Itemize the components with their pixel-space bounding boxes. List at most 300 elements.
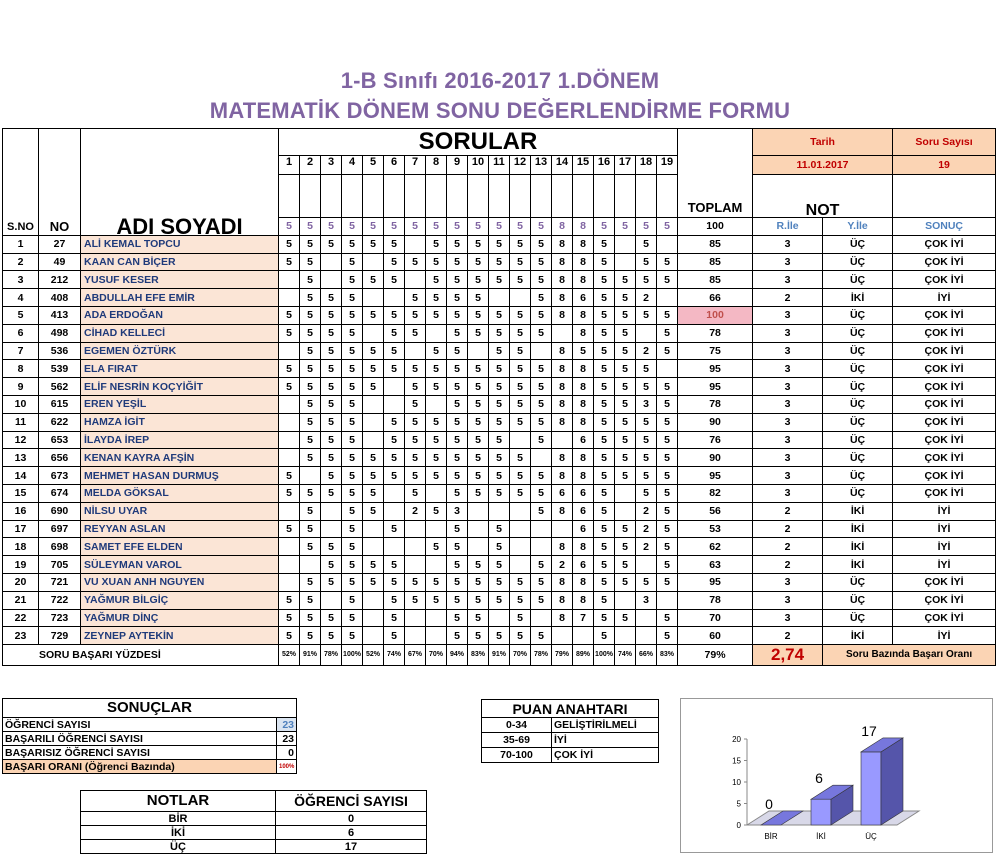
bar-side: [881, 738, 903, 825]
score-cell: 5: [342, 253, 363, 271]
question-points: 5: [447, 218, 468, 236]
score-cell: [426, 556, 447, 574]
score-cell: [405, 271, 426, 289]
student-rile: 3: [753, 573, 823, 591]
student-rile: 3: [753, 484, 823, 502]
table-row: [3, 253, 996, 271]
score-cell: 5: [321, 413, 342, 431]
question-points: 8: [552, 218, 573, 236]
score-cell: 5: [510, 573, 531, 591]
score-cell: 5: [657, 342, 678, 360]
score-cell: 8: [552, 449, 573, 467]
student-total: 100: [678, 306, 753, 324]
score-cell: 5: [426, 289, 447, 307]
score-cell: 5: [594, 573, 615, 591]
student-result: ÇOK İYİ: [893, 378, 996, 396]
table-row: [3, 378, 996, 396]
score-cell: 5: [615, 306, 636, 324]
score-cell: 8: [552, 467, 573, 485]
student-sno: 8: [3, 360, 39, 378]
table-row: [3, 395, 996, 413]
score-cell: [636, 609, 657, 627]
score-cell: 5: [342, 627, 363, 645]
question-points: 5: [636, 218, 657, 236]
score-cell: 5: [447, 395, 468, 413]
score-cell: 5: [594, 484, 615, 502]
score-cell: 5: [510, 609, 531, 627]
score-cell: [363, 324, 384, 342]
score-cell: 5: [657, 484, 678, 502]
student-no: 212: [39, 271, 81, 289]
score-cell: 5: [384, 235, 405, 253]
score-cell: 7: [573, 609, 594, 627]
score-cell: 8: [552, 360, 573, 378]
student-total: 75: [678, 342, 753, 360]
form-title-line2: MATEMATİK DÖNEM SONU DEĞERLENDİRME FORMU: [209, 98, 791, 123]
student-total: 66: [678, 289, 753, 307]
score-cell: 5: [279, 609, 300, 627]
student-sno: 16: [3, 502, 39, 520]
table-row: [3, 449, 996, 467]
student-rile: 2: [753, 538, 823, 556]
student-total: 85: [678, 235, 753, 253]
score-cell: 2: [552, 556, 573, 574]
score-cell: 5: [594, 609, 615, 627]
question-points: 5: [426, 218, 447, 236]
score-cell: 5: [342, 502, 363, 520]
score-cell: 5: [447, 591, 468, 609]
score-cell: [531, 609, 552, 627]
score-cell: 5: [531, 467, 552, 485]
score-cell: 5: [657, 449, 678, 467]
student-result: ÇOK İYİ: [893, 573, 996, 591]
score-cell: [363, 520, 384, 538]
student-sno: 22: [3, 609, 39, 627]
results-value: 23: [277, 732, 297, 746]
score-cell: 5: [300, 591, 321, 609]
question-number: 2: [300, 156, 321, 175]
score-cell: 5: [363, 378, 384, 396]
student-total: 78: [678, 324, 753, 342]
student-yile: ÜÇ: [823, 573, 893, 591]
score-cell: 5: [321, 431, 342, 449]
student-yile: ÜÇ: [823, 253, 893, 271]
score-cell: [279, 538, 300, 556]
question-points: 5: [384, 218, 405, 236]
question-blank: [321, 175, 342, 218]
score-cell: 5: [489, 395, 510, 413]
score-cell: [363, 395, 384, 413]
score-range-label: İYİ: [552, 733, 659, 748]
average-label: Soru Bazında Başarı Oranı: [823, 645, 996, 666]
score-cell: 5: [426, 378, 447, 396]
student-rile: 3: [753, 253, 823, 271]
score-cell: 6: [573, 484, 594, 502]
student-yile: ÜÇ: [823, 235, 893, 253]
score-cell: 5: [447, 342, 468, 360]
score-cell: 5: [300, 395, 321, 413]
score-cell: 5: [468, 556, 489, 574]
score-cell: 5: [594, 591, 615, 609]
score-cell: 5: [279, 627, 300, 645]
score-cell: [384, 484, 405, 502]
score-cell: 5: [594, 502, 615, 520]
student-yile: İKİ: [823, 538, 893, 556]
student-yile: İKİ: [823, 627, 893, 645]
score-cell: 5: [384, 324, 405, 342]
score-cell: 5: [468, 449, 489, 467]
score-cell: 6: [573, 520, 594, 538]
question-success-percent: 91%: [300, 645, 321, 666]
student-no: 729: [39, 627, 81, 645]
score-cell: [531, 449, 552, 467]
result-header: SONUÇ: [893, 218, 996, 236]
question-points: 5: [279, 218, 300, 236]
score-cell: [405, 520, 426, 538]
student-sno: 2: [3, 253, 39, 271]
score-cell: [300, 467, 321, 485]
question-blank: [426, 175, 447, 218]
score-cell: [510, 431, 531, 449]
total-header: TOPLAM: [678, 129, 753, 218]
score-cell: 8: [552, 591, 573, 609]
score-cell: 5: [510, 449, 531, 467]
score-cell: 5: [468, 253, 489, 271]
score-cell: 5: [468, 378, 489, 396]
score-cell: 5: [615, 467, 636, 485]
grade-distribution-table: [80, 790, 427, 854]
grade-count: 0: [276, 812, 427, 826]
student-name: ELA FIRAT: [81, 360, 279, 378]
score-cell: 5: [510, 413, 531, 431]
score-cell: 5: [657, 271, 678, 289]
score-cell: 5: [615, 324, 636, 342]
score-cell: 5: [636, 573, 657, 591]
score-cell: 5: [468, 324, 489, 342]
score-cell: 5: [279, 520, 300, 538]
score-cell: 5: [489, 556, 510, 574]
student-no: 690: [39, 502, 81, 520]
table-row: [3, 467, 996, 485]
score-cell: 5: [657, 538, 678, 556]
score-cell: 5: [615, 449, 636, 467]
question-blank: [552, 175, 573, 218]
score-cell: 5: [531, 556, 552, 574]
table-row: [3, 431, 996, 449]
score-cell: 5: [279, 306, 300, 324]
score-cell: 6: [573, 502, 594, 520]
score-cell: 2: [405, 502, 426, 520]
student-yile: ÜÇ: [823, 360, 893, 378]
student-name: İLAYDA İREP: [81, 431, 279, 449]
score-cell: 5: [342, 378, 363, 396]
score-cell: 5: [489, 538, 510, 556]
results-label: BAŞARI ORANI (Öğrenci Bazında): [3, 760, 277, 774]
score-cell: 5: [426, 431, 447, 449]
score-cell: 8: [573, 395, 594, 413]
student-name: MELDA GÖKSAL: [81, 484, 279, 502]
score-cell: [405, 556, 426, 574]
score-cell: [363, 413, 384, 431]
results-label: BAŞARISIZ ÖĞRENCİ SAYISI: [3, 746, 277, 760]
score-cell: [384, 289, 405, 307]
score-cell: 5: [342, 573, 363, 591]
student-rile: 2: [753, 627, 823, 645]
score-cell: 5: [426, 253, 447, 271]
question-points: 8: [573, 218, 594, 236]
score-cell: 5: [363, 306, 384, 324]
student-no: 698: [39, 538, 81, 556]
score-cell: 5: [321, 573, 342, 591]
student-name: EREN YEŞİL: [81, 395, 279, 413]
student-sno: 14: [3, 467, 39, 485]
question-number: 14: [552, 156, 573, 175]
student-name: KAAN CAN BİÇER: [81, 253, 279, 271]
score-cell: 8: [573, 538, 594, 556]
score-cell: 8: [573, 271, 594, 289]
score-cell: [384, 395, 405, 413]
question-blank: [594, 175, 615, 218]
score-cell: 5: [636, 253, 657, 271]
score-cell: [405, 609, 426, 627]
score-cell: 5: [321, 360, 342, 378]
question-blank: [636, 175, 657, 218]
student-sno: 10: [3, 395, 39, 413]
score-cell: 8: [552, 235, 573, 253]
score-cell: [636, 627, 657, 645]
student-total: 85: [678, 253, 753, 271]
student-sno: 19: [3, 556, 39, 574]
score-cell: [384, 378, 405, 396]
score-cell: [279, 449, 300, 467]
score-cell: 5: [510, 484, 531, 502]
score-cell: 5: [510, 591, 531, 609]
student-total: 63: [678, 556, 753, 574]
score-cell: 5: [384, 271, 405, 289]
score-cell: 5: [426, 591, 447, 609]
score-cell: 5: [405, 467, 426, 485]
score-cell: [531, 520, 552, 538]
score-cell: 8: [552, 573, 573, 591]
score-cell: 5: [447, 271, 468, 289]
score-cell: 5: [300, 573, 321, 591]
question-blank: [447, 175, 468, 218]
score-cell: 5: [615, 342, 636, 360]
score-cell: 5: [405, 378, 426, 396]
student-total: 76: [678, 431, 753, 449]
score-cell: 5: [363, 556, 384, 574]
score-cell: [426, 520, 447, 538]
question-points: 5: [321, 218, 342, 236]
score-cell: 5: [510, 271, 531, 289]
score-cell: 5: [363, 449, 384, 467]
question-points: 5: [594, 218, 615, 236]
question-blank: [363, 175, 384, 218]
data-label: 17: [861, 722, 877, 739]
score-cell: 5: [321, 609, 342, 627]
score-cell: [510, 289, 531, 307]
score-cell: 8: [552, 609, 573, 627]
score-cell: 5: [594, 271, 615, 289]
score-cell: 5: [426, 467, 447, 485]
score-cell: [426, 324, 447, 342]
student-name: NİLSU UYAR: [81, 502, 279, 520]
score-cell: 5: [300, 609, 321, 627]
score-cell: 5: [342, 556, 363, 574]
score-cell: 3: [636, 395, 657, 413]
score-cell: [657, 591, 678, 609]
question-blank: [405, 175, 426, 218]
score-cell: 5: [279, 253, 300, 271]
score-cell: [510, 502, 531, 520]
score-cell: [279, 431, 300, 449]
question-points: 5: [510, 218, 531, 236]
student-name: ABDULLAH EFE EMİR: [81, 289, 279, 307]
score-cell: 5: [531, 253, 552, 271]
y-tick-label: 0: [736, 821, 741, 830]
student-sno: 5: [3, 306, 39, 324]
question-blank: [531, 175, 552, 218]
student-rile: 3: [753, 591, 823, 609]
date-label: Tarih: [753, 129, 893, 156]
score-cell: 5: [447, 413, 468, 431]
student-yile: ÜÇ: [823, 342, 893, 360]
score-cell: 5: [657, 253, 678, 271]
score-range: 0-34: [482, 718, 552, 733]
score-cell: 5: [321, 467, 342, 485]
score-cell: 5: [594, 431, 615, 449]
student-yile: İKİ: [823, 289, 893, 307]
student-sno: 1: [3, 235, 39, 253]
score-cell: [552, 520, 573, 538]
score-cell: [657, 360, 678, 378]
question-number: 4: [342, 156, 363, 175]
student-sno: 13: [3, 449, 39, 467]
score-cell: [636, 324, 657, 342]
score-cell: 5: [531, 306, 552, 324]
student-total: 90: [678, 449, 753, 467]
question-number: 10: [468, 156, 489, 175]
score-cell: 5: [531, 591, 552, 609]
question-blank: [300, 175, 321, 218]
score-cell: [573, 627, 594, 645]
question-points: 5: [405, 218, 426, 236]
question-success-percent: 52%: [279, 645, 300, 666]
student-rile: 3: [753, 413, 823, 431]
score-cell: 5: [279, 591, 300, 609]
score-cell: 5: [594, 449, 615, 467]
score-cell: 5: [405, 360, 426, 378]
score-cell: 5: [384, 573, 405, 591]
student-name: SÜLEYMAN VAROL: [81, 556, 279, 574]
student-name: ZEYNEP AYTEKİN: [81, 627, 279, 645]
results-summary: [2, 698, 297, 774]
student-no: 697: [39, 520, 81, 538]
student-name: EGEMEN ÖZTÜRK: [81, 342, 279, 360]
y-tick-label: 10: [732, 778, 741, 787]
results-label: ÖĞRENCİ SAYISI: [3, 718, 277, 732]
results-title: SONUÇLAR: [3, 699, 297, 718]
score-cell: 5: [300, 520, 321, 538]
score-cell: 5: [447, 467, 468, 485]
score-cell: 5: [342, 395, 363, 413]
student-result: ÇOK İYİ: [893, 431, 996, 449]
score-cell: 5: [405, 591, 426, 609]
score-cell: 5: [447, 378, 468, 396]
score-cell: 5: [300, 271, 321, 289]
rile-header: R.İle: [753, 218, 823, 236]
score-cell: 5: [489, 627, 510, 645]
score-cell: 5: [657, 520, 678, 538]
score-cell: 5: [300, 627, 321, 645]
grades-title: NOTLAR: [81, 791, 276, 812]
score-range-label: ÇOK İYİ: [552, 748, 659, 763]
score-cell: 5: [342, 449, 363, 467]
student-yile: ÜÇ: [823, 395, 893, 413]
score-cell: 8: [573, 413, 594, 431]
score-cell: 5: [468, 289, 489, 307]
student-no: 408: [39, 289, 81, 307]
score-cell: 5: [342, 538, 363, 556]
student-yile: İKİ: [823, 556, 893, 574]
score-cell: [363, 591, 384, 609]
score-cell: 5: [300, 449, 321, 467]
student-result: ÇOK İYİ: [893, 467, 996, 485]
score-cell: 5: [510, 342, 531, 360]
score-cell: [363, 627, 384, 645]
score-cell: 5: [426, 306, 447, 324]
score-cell: 5: [405, 484, 426, 502]
score-cell: 8: [573, 360, 594, 378]
score-cell: 5: [384, 342, 405, 360]
question-success-percent: 91%: [489, 645, 510, 666]
score-cell: [405, 235, 426, 253]
student-sno: 3: [3, 271, 39, 289]
question-count-value: 19: [893, 156, 996, 175]
score-cell: 5: [384, 413, 405, 431]
score-cell: 5: [636, 360, 657, 378]
score-cell: 5: [342, 289, 363, 307]
score-cell: 2: [636, 342, 657, 360]
score-cell: 5: [489, 306, 510, 324]
table-row: [3, 413, 996, 431]
question-blank: [279, 175, 300, 218]
score-cell: 5: [300, 360, 321, 378]
score-cell: 5: [531, 413, 552, 431]
score-cell: 5: [300, 484, 321, 502]
score-cell: 8: [552, 253, 573, 271]
question-number: 6: [384, 156, 405, 175]
score-cell: 8: [573, 235, 594, 253]
score-cell: 5: [384, 306, 405, 324]
score-cell: 5: [342, 413, 363, 431]
score-cell: 5: [489, 484, 510, 502]
question-success-percent: 94%: [447, 645, 468, 666]
student-sno: 20: [3, 573, 39, 591]
results-value: 23: [277, 718, 297, 732]
student-yile: ÜÇ: [823, 449, 893, 467]
student-result: ÇOK İYİ: [893, 324, 996, 342]
score-cell: [363, 538, 384, 556]
score-cell: 5: [279, 378, 300, 396]
score-cell: 5: [468, 627, 489, 645]
student-total: 95: [678, 573, 753, 591]
student-total: 82: [678, 484, 753, 502]
results-value: 100%: [277, 760, 297, 774]
score-cell: [321, 271, 342, 289]
table-row: [3, 573, 996, 591]
student-name: VU XUAN ANH NGUYEN: [81, 573, 279, 591]
